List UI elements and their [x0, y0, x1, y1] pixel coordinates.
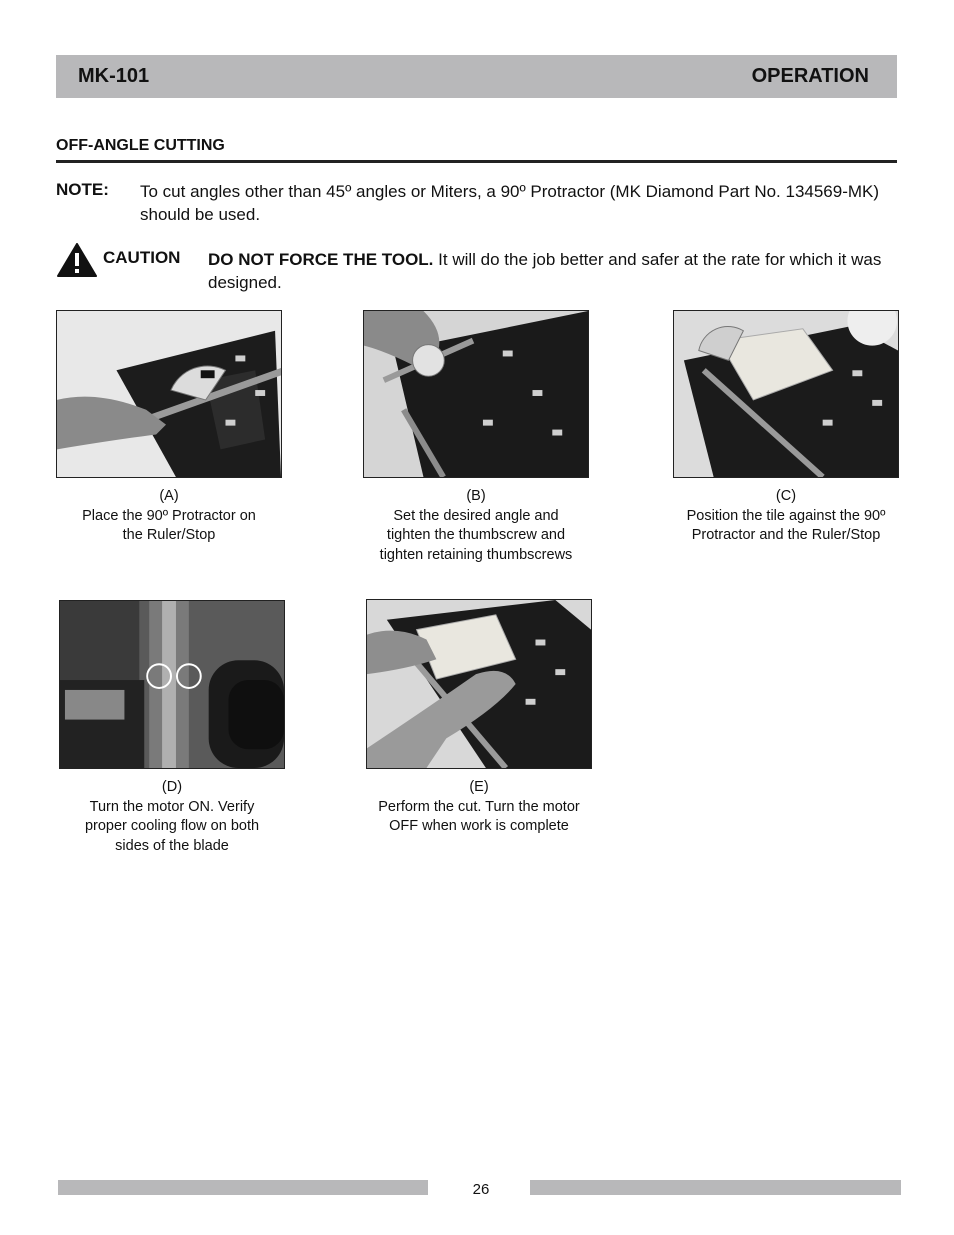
caption-letter: (A) — [159, 488, 179, 504]
warning-triangle-icon — [57, 243, 97, 277]
caption-line: Set the desired angle and — [393, 507, 559, 524]
caption-line: Place the 90º Protractor on — [82, 507, 256, 524]
photo-c — [673, 310, 899, 478]
caption-line: tighten the thumbscrew and — [386, 527, 566, 543]
caption-line: Turn the motor ON. Verify — [89, 798, 255, 815]
section-name: OPERATION — [751, 65, 869, 87]
caution-bold-text: DO NOT FORCE THE TOOL. — [208, 250, 434, 269]
caption-letter: (D) — [161, 779, 183, 795]
caption-letter: (C) — [775, 488, 797, 504]
footer-bar-right — [530, 1180, 901, 1195]
photo-a — [56, 310, 282, 478]
header-bar — [56, 55, 897, 98]
note-label: NOTE: — [56, 180, 109, 199]
photo-d — [59, 600, 285, 769]
footer-bar-left — [58, 1180, 428, 1195]
caption-letter: (E) — [469, 779, 489, 795]
caption-line: proper cooling flow on both — [84, 818, 260, 834]
caption-d — [59, 778, 285, 856]
caption-line: OFF when work is complete — [389, 818, 569, 834]
caution-text — [208, 248, 888, 294]
note-text: To cut angles other than 45º angles or Miters, a 90º Protractor (MK Diamond Part No. 134569-MK) should be used. — [140, 182, 880, 224]
photo-b — [363, 310, 589, 478]
caption-b — [363, 487, 589, 565]
photo-e — [366, 599, 592, 769]
caption-c — [665, 487, 907, 546]
model-name: MK-101 — [78, 65, 150, 87]
caption-a — [56, 487, 282, 546]
caption-line: Position the tile against the 90º — [686, 507, 886, 524]
caption-letter: (B) — [466, 488, 486, 504]
caution-label: CAUTION — [103, 248, 181, 267]
caption-line: Protractor and the Ruler/Stop — [691, 527, 881, 543]
caption-line: tighten retaining thumbscrews — [379, 546, 573, 563]
section-title: OFF-ANGLE CUTTING — [56, 137, 897, 163]
page-number: 26 — [472, 1181, 490, 1198]
caption-e — [356, 778, 602, 837]
caution-body-text: It will do the job better and safer at the rate for which it was designed. — [208, 250, 882, 292]
caption-line: the Ruler/Stop — [122, 527, 216, 543]
caption-line: sides of the blade — [115, 837, 229, 854]
caption-line: Perform the cut. Turn the motor — [378, 798, 580, 815]
